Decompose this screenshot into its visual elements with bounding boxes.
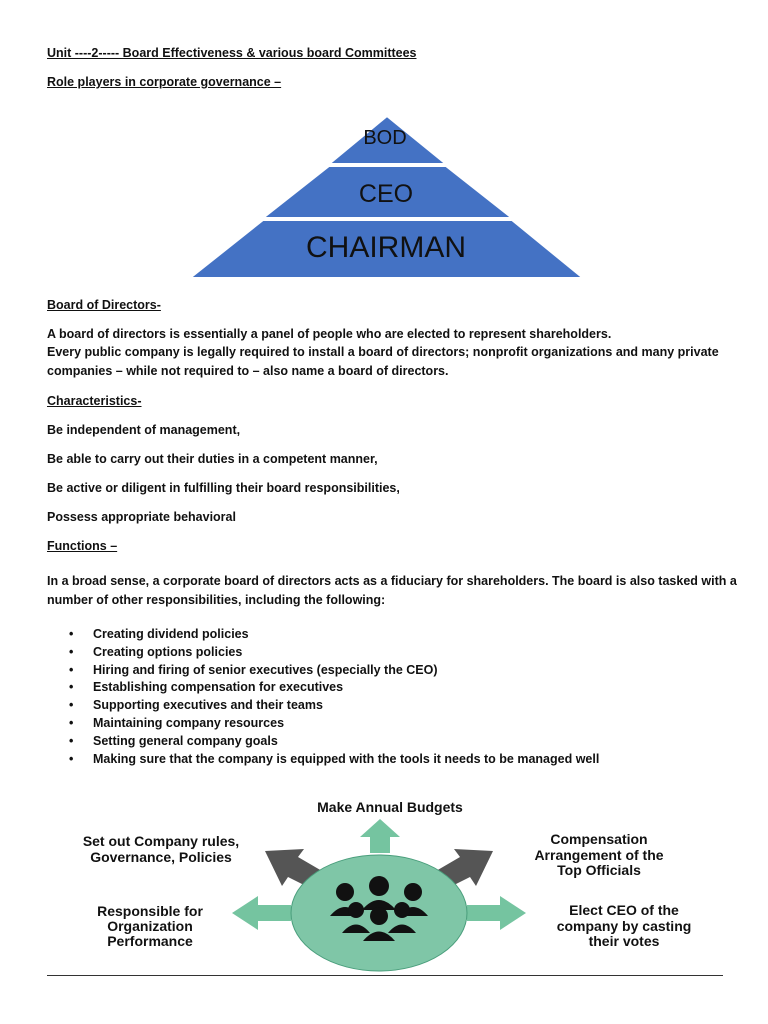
label-performance-2: Organization xyxy=(107,918,193,934)
pyramid-label-bod: BOD xyxy=(363,127,407,149)
label-compensation-1: Compensation xyxy=(550,831,648,847)
functions-heading: Functions – xyxy=(47,539,118,553)
characteristic-item: Possess appropriate behavioral xyxy=(47,510,236,524)
list-item-text: Maintaining company resources xyxy=(93,715,285,730)
label-company-rules-1: Set out Company rules, xyxy=(82,833,240,849)
characteristic-item: Be able to carry out their duties in a competent manner, xyxy=(47,452,378,466)
list-item xyxy=(47,697,599,715)
list-item xyxy=(47,679,599,697)
bullet-icon: • xyxy=(69,680,74,695)
bod-paragraph-1: A board of directors is essentially a panel of people who are elected to represent shareholders. xyxy=(47,327,612,341)
characteristic-item: Be active or diligent in fulfilling their board responsibilities, xyxy=(47,481,400,495)
arrow-up xyxy=(360,819,400,853)
label-performance-1: Responsible for xyxy=(97,903,203,919)
list-item-text: Setting general company goals xyxy=(93,733,278,748)
functions-intro: In a broad sense, a corporate board of directors acts as a fiduciary for shareholders. The board is also tasked with a number of other responsibilities, including the following: xyxy=(47,574,737,607)
bullet-icon: • xyxy=(69,715,74,730)
characteristic-item: Be independent of management, xyxy=(47,423,241,437)
bullet-icon: • xyxy=(69,698,74,713)
label-company-rules-2: Governance, Policies xyxy=(90,849,232,865)
list-item xyxy=(47,626,599,644)
list-item-text: Creating dividend policies xyxy=(93,627,249,641)
label-annual-budgets: Make Annual Budgets xyxy=(317,799,463,815)
list-item xyxy=(47,644,599,662)
label-elect-ceo-2: company by casting xyxy=(556,918,692,934)
list-item xyxy=(47,662,599,680)
list-item xyxy=(47,733,599,751)
label-compensation-3: Top Officials xyxy=(557,862,641,878)
label-compensation-2: Arrangement of the xyxy=(534,847,664,863)
bullet-icon: • xyxy=(69,751,74,766)
bod-paragraph-2: Every public company is legally required to install a board of directors; nonprofit organizations and many private companies – while not required to – also name a board of directors. xyxy=(47,345,719,378)
functions-list xyxy=(47,626,599,768)
bullet-icon: • xyxy=(69,662,74,677)
bod-heading: Board of Directors- xyxy=(47,298,161,312)
list-item-text: Making sure that the company is equipped with the tools it needs to be managed well xyxy=(93,751,600,766)
label-elect-ceo-1: Elect CEO of the xyxy=(569,902,679,918)
role-players-heading: Role players in corporate governance – xyxy=(47,75,282,89)
list-item-text: Establishing compensation for executives xyxy=(93,680,344,695)
unit-heading: Unit ----2----- Board Effectiveness & various board Committees xyxy=(47,46,417,60)
characteristics-heading: Characteristics- xyxy=(47,394,142,408)
list-item xyxy=(47,715,599,733)
bullet-icon: • xyxy=(69,627,74,641)
list-item-text: Creating options policies xyxy=(93,644,243,659)
bullet-icon: • xyxy=(69,644,74,659)
governance-pyramid xyxy=(185,92,590,282)
list-item-text: Supporting executives and their teams xyxy=(93,698,323,713)
arrow-right xyxy=(467,896,526,930)
label-performance-3: Performance xyxy=(107,933,193,949)
arrow-left xyxy=(232,896,291,930)
pyramid-label-ceo: CEO xyxy=(358,180,414,208)
pyramid-label-chairman: CHAIRMAN xyxy=(305,231,467,264)
list-item-text: Hiring and firing of senior executives (especially the CEO) xyxy=(93,662,438,677)
board-functions-diagram xyxy=(0,785,768,975)
footer-divider xyxy=(47,975,723,976)
list-item xyxy=(47,751,599,769)
bullet-icon: • xyxy=(69,733,74,748)
label-elect-ceo-3: their votes xyxy=(588,933,660,949)
